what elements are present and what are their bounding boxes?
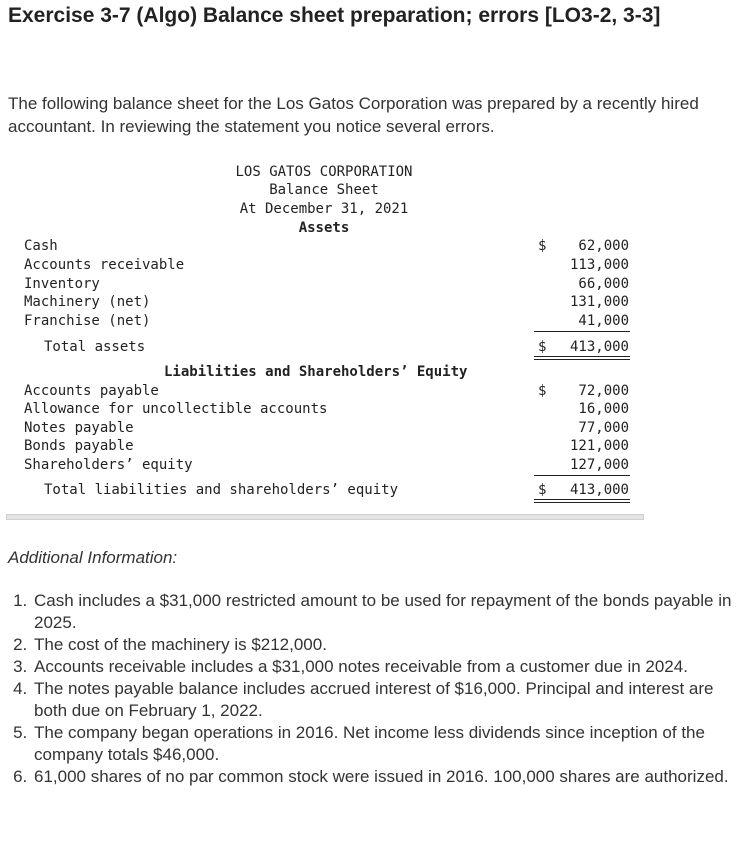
liability-label: Allowance for uncollectible accounts <box>24 401 328 417</box>
list-item: 3. Accounts receivable includes a $31,000 notes receivable from a customer due in 2024. <box>32 656 732 678</box>
additional-info-list <box>0 590 732 788</box>
company-name: LOS GATOS CORPORATION <box>235 164 413 180</box>
liability-amount: 16,000 <box>578 401 629 417</box>
asset-amount: 41,000 <box>578 313 629 329</box>
liabilities-heading: Liabilities and Shareholders’ Equity <box>164 364 468 380</box>
list-item: 1. Cash includes a $31,000 restricted amount to be used for repayment of the bonds payable in 2025. <box>32 590 732 634</box>
total-assets-label: Total assets <box>44 339 146 355</box>
liability-label: Notes payable <box>24 420 134 436</box>
asset-amount: 131,000 <box>569 294 629 310</box>
liability-label: Accounts payable <box>24 383 159 399</box>
total-assets-amount: 413,000 <box>569 339 629 355</box>
list-item: 5. The company began operations in 2016. Net income less dividends since inception of the company totals $46,000. <box>32 722 732 766</box>
exercise-title: Exercise 3-7 (Algo) Balance sheet preparation; errors [LO3-2, 3-3] <box>8 4 661 27</box>
intro-text: The following balance sheet for the Los Gatos Corporation was prepared by a recently hired accountant. In reviewing the statement you notice several errors. <box>8 94 699 136</box>
total-double-rule <box>534 356 630 360</box>
asset-amount: 113,000 <box>569 257 629 273</box>
list-item: 4. The notes payable balance includes accrued interest of $16,000. Principal and interest are both due on February 1, 2022. <box>32 678 732 722</box>
liability-amount: 121,000 <box>569 438 629 454</box>
asset-label: Cash <box>24 238 58 254</box>
liability-amount: 72,000 <box>578 383 629 399</box>
asset-amount: 66,000 <box>578 276 629 292</box>
total-liabilities-amount: 413,000 <box>569 482 629 498</box>
dollar-sign: $ <box>538 482 547 498</box>
asset-label: Machinery (net) <box>24 294 151 310</box>
liability-label: Shareholders’ equity <box>24 457 193 473</box>
asset-label: Inventory <box>24 276 100 292</box>
asset-label: Accounts receivable <box>24 257 185 273</box>
liability-amount: 127,000 <box>569 457 629 473</box>
liability-amount: 77,000 <box>578 420 629 436</box>
subtotal-rule <box>534 475 630 476</box>
liability-label: Bonds payable <box>24 438 134 454</box>
dollar-sign: $ <box>538 383 547 399</box>
table-scroll-divider <box>6 514 644 520</box>
asset-amount: 62,000 <box>578 238 629 254</box>
asset-label: Franchise (net) <box>24 313 151 329</box>
total-liabilities-label: Total liabilities and shareholders’ equity <box>44 482 399 498</box>
dollar-sign: $ <box>538 339 547 355</box>
list-item: 6. 61,000 shares of no par common stock were issued in 2016. 100,000 shares are authorized. <box>32 766 732 788</box>
list-item: 2. The cost of the machinery is $212,000. <box>32 634 732 656</box>
subtotal-rule <box>534 331 630 332</box>
total-double-rule <box>534 499 630 503</box>
statement-date: At December 31, 2021 <box>239 201 409 217</box>
additional-info-heading: Additional Information: <box>8 548 178 567</box>
assets-heading: Assets <box>298 220 350 236</box>
statement-name: Balance Sheet <box>269 182 379 198</box>
dollar-sign: $ <box>538 238 547 254</box>
